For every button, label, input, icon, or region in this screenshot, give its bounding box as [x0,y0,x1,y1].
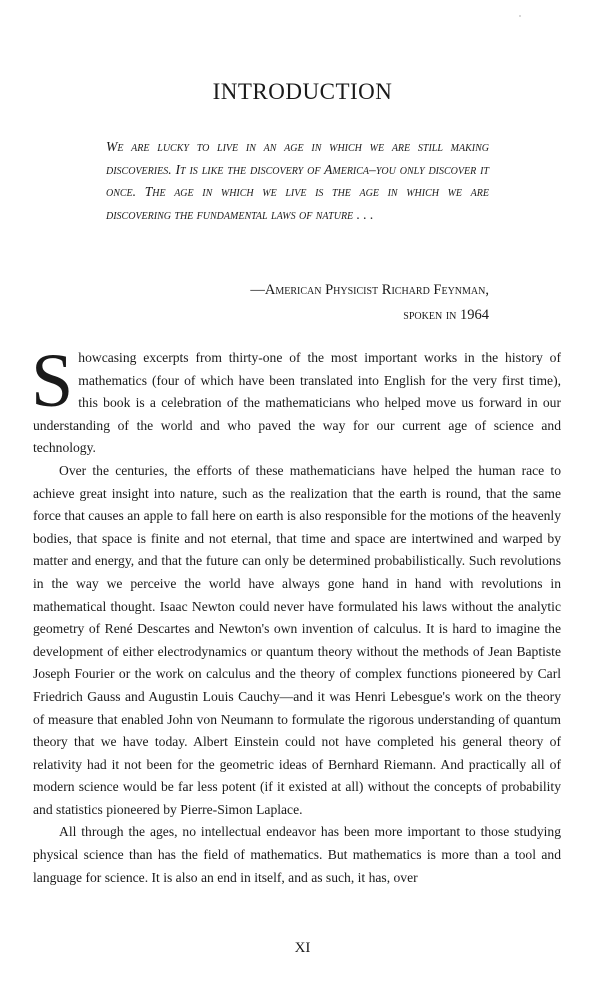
paragraph-3: All through the ages, no intellectual endeavor has been more important to those studying physical science than has the field of mathematics. But mathematics is more than a tool and language for science. It is also an end in itself, and as such, it has, over [33,824,561,885]
epigraph-date: spoken in 1964 [403,307,489,323]
page-number: XI [294,940,311,956]
epigraph-quote: We are lucky to live in an age in which we are still making discoveries. It is like the discovery of America–you only discover it once. The age in which we live is the age in which we are discovering the fundamental laws of nature . . . [106,139,489,222]
chapter-title: INTRODUCTION [212,79,393,104]
paragraph-1 [31,339,561,460]
body-text [31,339,561,889]
epigraph-attribution: —American Physicist Richard Feynman, [250,282,489,298]
scan-speck [519,15,521,17]
paragraph-2: Over the centuries, the efforts of these mathematicians have helped the human race to achieve great insight into nature, such as the realization that the earth is round, that the same force that causes an apple to fall here on earth is also responsible for the motions of the heavenly bodies, that space is finite and not eternal, that time and space are intertwined and warped by matter and energy, and that the future can only be determined probabilistically. Such revolutions in the way we perceive the world have always gone hand in hand with revolutions in mathematical thought. Isaac Newton could never have formulated his laws without the analytic geometry of René Descartes and Newton's own invention of calculus. It is hard to imagine the development of either electrodynamics or quantum theory without the methods of Jean Baptiste Joseph Fourier or the work on calculus and the theory of complex functions pioneered by Carl Friedrich Gauss and Augustin Louis Cauchy—and it was Henri Lebesgue's work on the theory of measure that enabled John von Neumann to formulate the rigorous understanding of quantum theory that we have today. Albert Einstein could not have completed his general theory of relativity had it not been for the geometric ideas of Bernhard Riemann. And practically all of modern science would be far less potent (if it existed at all) without the concepts of probability and statistics pioneered by Pierre-Simon Laplace. [33,462,561,817]
drop-cap: S [31,339,74,423]
paragraph-1-text: howcasing excerpts from thirty-one of the most important works in the history of mathematics (four of which have been translated into English for the very first time), this book is a celebration of the mathematicians who helped move us forward in our understanding of the world and who paved the way for our current age of science and technology. [33,350,561,456]
